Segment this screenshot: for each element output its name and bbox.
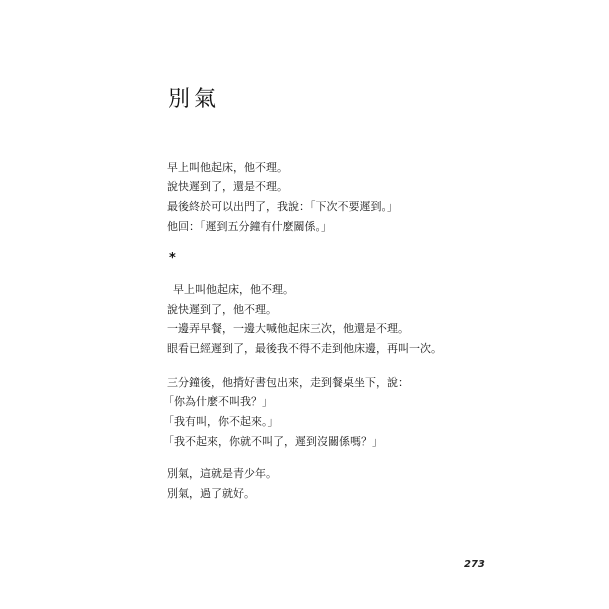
stanza2-line-2: 說快遲到了，他不理。 — [167, 303, 277, 316]
stanza1-line-1: 早上叫他起床，他不理。 — [167, 161, 288, 174]
section-separator: * — [169, 251, 176, 266]
stanza3-line-4: 「我不起來，你就不叫了，遲到沒關係嗎？」 — [163, 435, 383, 448]
stanza2-line-1: 早上叫他起床，他不理。 — [173, 283, 294, 296]
stanza2-line-3: 一邊弄早餐，一邊大喊他起床三次，他還是不理。 — [167, 322, 409, 335]
stanza3-line-3: 「我有叫，你不起來。」 — [163, 415, 279, 428]
stanza1-line-3: 最後終於可以出門了，我說：「下次不要遲到。」 — [167, 200, 398, 213]
stanza1-line-2: 說快遲到了，還是不理。 — [167, 180, 288, 193]
stanza1-line-4: 他回：「遲到五分鐘有什麼關係。」 — [167, 220, 332, 233]
stanza3-line-1: 三分鐘後，他揹好書包出來，走到餐桌坐下，說： — [167, 376, 409, 389]
poem-title: 別氣 — [168, 87, 221, 112]
stanza3-line-2: 「你為什麼不叫我？」 — [163, 395, 273, 408]
stanza2-line-4: 眼看已經遲到了，最後我不得不走到他床邊，再叫一次。 — [167, 342, 442, 355]
stanza4-line-2: 別氣，過了就好。 — [167, 487, 255, 500]
page-number: 273 — [464, 559, 485, 570]
stanza4-line-1: 別氣，這就是青少年。 — [167, 467, 277, 480]
